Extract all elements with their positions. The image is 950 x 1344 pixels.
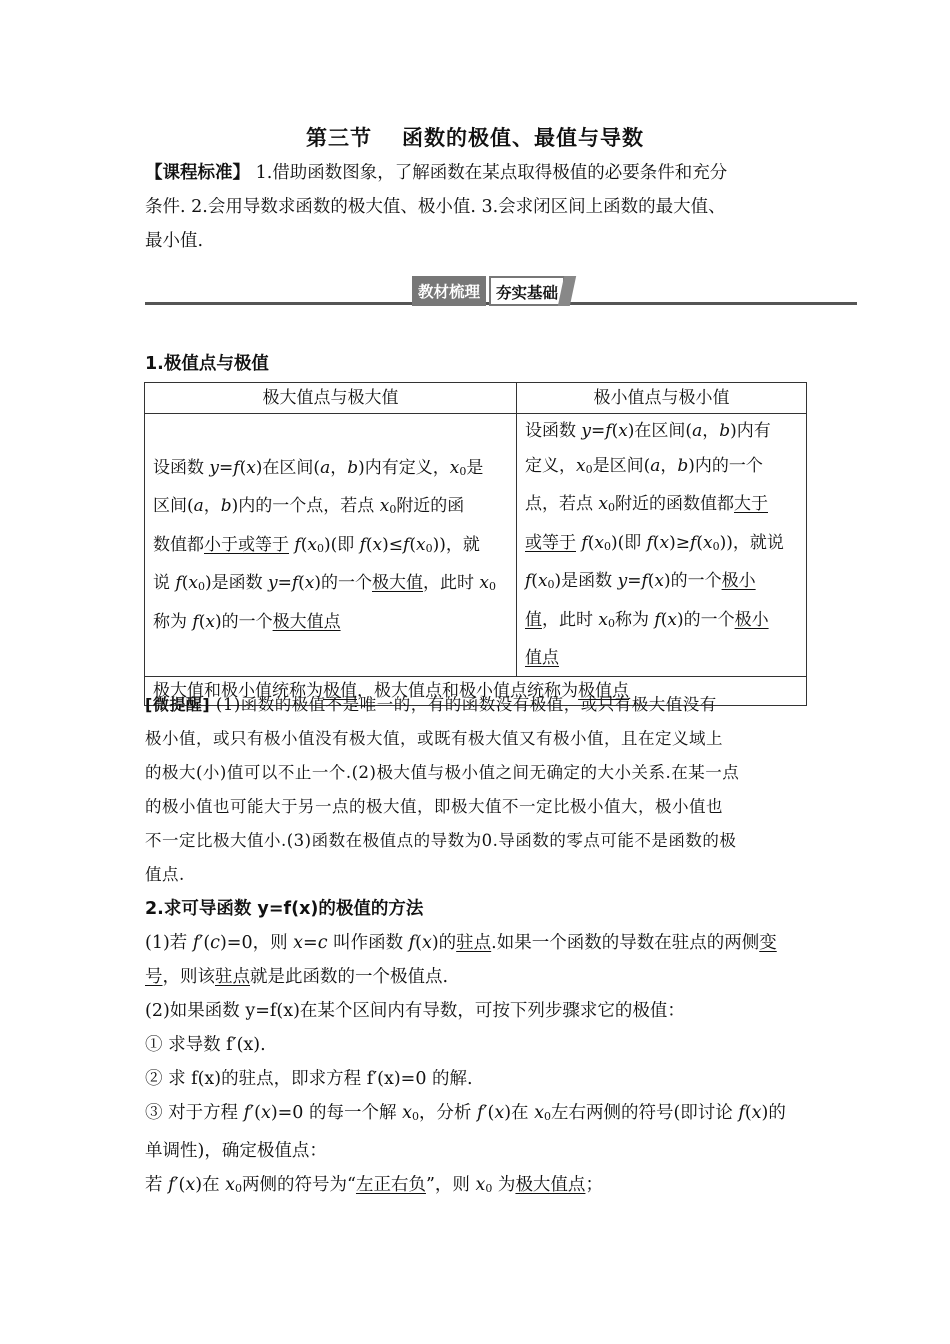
rule-max: 若 f′(x)在 x0两侧的符号为“左正右负”，则 x0 为极大值点；	[145, 1175, 603, 1195]
banner-left: 教材梳理	[412, 276, 486, 306]
blank-stationary-point: 驻点	[456, 933, 492, 953]
method-paragraph-2: (2)如果函数 y=f(x)在某个区间内有导数，可按下列步骤求它的极值：	[145, 1001, 685, 1021]
note-line: 极小值，或只有极小值没有极大值，或既有极大值又有极小值，且在定义域上	[145, 729, 723, 748]
max-blank-3: 极大值点	[272, 611, 341, 632]
reminder-note	[145, 688, 807, 892]
method-tail: 就是此函数的一个极值点.	[250, 967, 449, 987]
section-banner	[412, 276, 573, 306]
extremum-table	[144, 382, 807, 706]
section-name: 函数的极值、最值与导数	[402, 126, 644, 150]
footer-text-2: ，极大值点和极小值点统称为	[357, 680, 578, 701]
banner-right: 夯实基础	[489, 276, 565, 306]
section2-heading: 2.求可导函数 y=f(x)的极值的方法	[145, 899, 424, 919]
footer-blank-2: 极值点	[578, 680, 629, 701]
method-paragraph-1b: 号，则该驻点就是此函数的一个极值点.	[145, 967, 449, 987]
min-blank-3: 极小	[721, 571, 756, 591]
note-line: 的极小值也可能大于另一点的极大值，即极大值不一定比极小值大，极小值也	[145, 797, 723, 816]
min-blank-4: 值	[525, 609, 542, 630]
table-header-max: 极大值点与极大值	[145, 383, 517, 414]
table-header-min: 极小值点与极小值	[517, 383, 807, 414]
note-line: 值点.	[145, 865, 185, 884]
footer-blank-1: 极值	[323, 680, 357, 701]
max-blank-1: 小于或等于	[204, 534, 289, 555]
note-line: 的极大(小)值可以不止一个.(2)极大值与极小值之间无确定的大小关系.在某一点	[145, 763, 740, 782]
standard-line-2: 条件. 2.会用导数求函数的极大值、极小值. 3.会求闭区间上函数的最大值、	[145, 197, 726, 217]
standard-line-1: 1.借助函数图象，了解函数在某点取得极值的必要条件和充分	[250, 163, 728, 183]
method-paragraph-1: (1)若 f′(c)=0，则 x=c 叫作函数 f(x)的驻点.如果一个函数的导数在驻点的两侧变	[145, 933, 777, 953]
step-1: ① 求导数 f′(x).	[145, 1035, 266, 1055]
step-2: ② 求 f(x)的驻点，即求方程 f′(x)=0 的解.	[145, 1069, 473, 1089]
min-blank-1: 大于	[734, 494, 768, 514]
max-blank-2: 极大值	[372, 573, 424, 593]
step-3: ③ 对于方程 f′(x)=0 的每一个解 x0，分析 f′(x)在 x0左右两侧的符号(即讨论 f(x)的	[145, 1103, 786, 1123]
section1-heading: 1.极值点与极值	[145, 354, 269, 374]
blank-change-1: 变	[759, 933, 777, 953]
section2-body	[145, 926, 807, 1206]
section-number: 第三节	[306, 126, 372, 150]
note-label: [微提醒]	[145, 695, 211, 714]
blank-change-2: 号	[145, 967, 163, 987]
page-title	[0, 122, 950, 152]
min-blank-2: 或等于	[525, 532, 576, 553]
note-line: 不一定比极大值小.(3)函数在极值点的导数为0.导函数的零点可能不是函数的极	[145, 831, 737, 850]
min-blank-6: 值点	[525, 648, 559, 668]
blank-sign: 左正右负	[355, 1175, 426, 1195]
course-standard	[145, 156, 807, 258]
table-cell-max: 设函数 y=f(x)在区间(a，b)内有定义，x0是 区间(a，b)内的一个点，若点 x0附近的函 数值都小于或等于 f(x0)(即 f(x)≤f(x0))，就 说 f(x0)是函数 y=f(x)的一个极大值，此时 x0 称为 f(x)的一个极大值点	[145, 414, 517, 677]
step-3-line-2: 单调性)，确定极值点：	[145, 1141, 327, 1161]
standard-label: 【课程标准】	[145, 163, 250, 183]
standard-line-3: 最小值.	[145, 231, 204, 251]
min-blank-5: 极小	[734, 609, 769, 630]
blank-stationary-point-2: 驻点	[215, 967, 250, 987]
note-line: (1)函数的极值不是唯一的，有的函数没有极值，或只有极大值没有	[210, 695, 717, 714]
table-cell-min: 设函数 y=f(x)在区间(a，b)内有 定义，x0是区间(a，b)内的一个 点，若点 x0附近的函数值都大于 或等于 f(x0)(即 f(x)≥f(x0))，就说 f(x0)是函数 y=f(x)的一个极小 值，此时 x0称为 f(x)的一个极小 值点	[517, 414, 807, 677]
footer-text-1: 极大值和极小值统称为	[153, 680, 323, 701]
blank-max-point: 极大值点	[515, 1175, 586, 1195]
